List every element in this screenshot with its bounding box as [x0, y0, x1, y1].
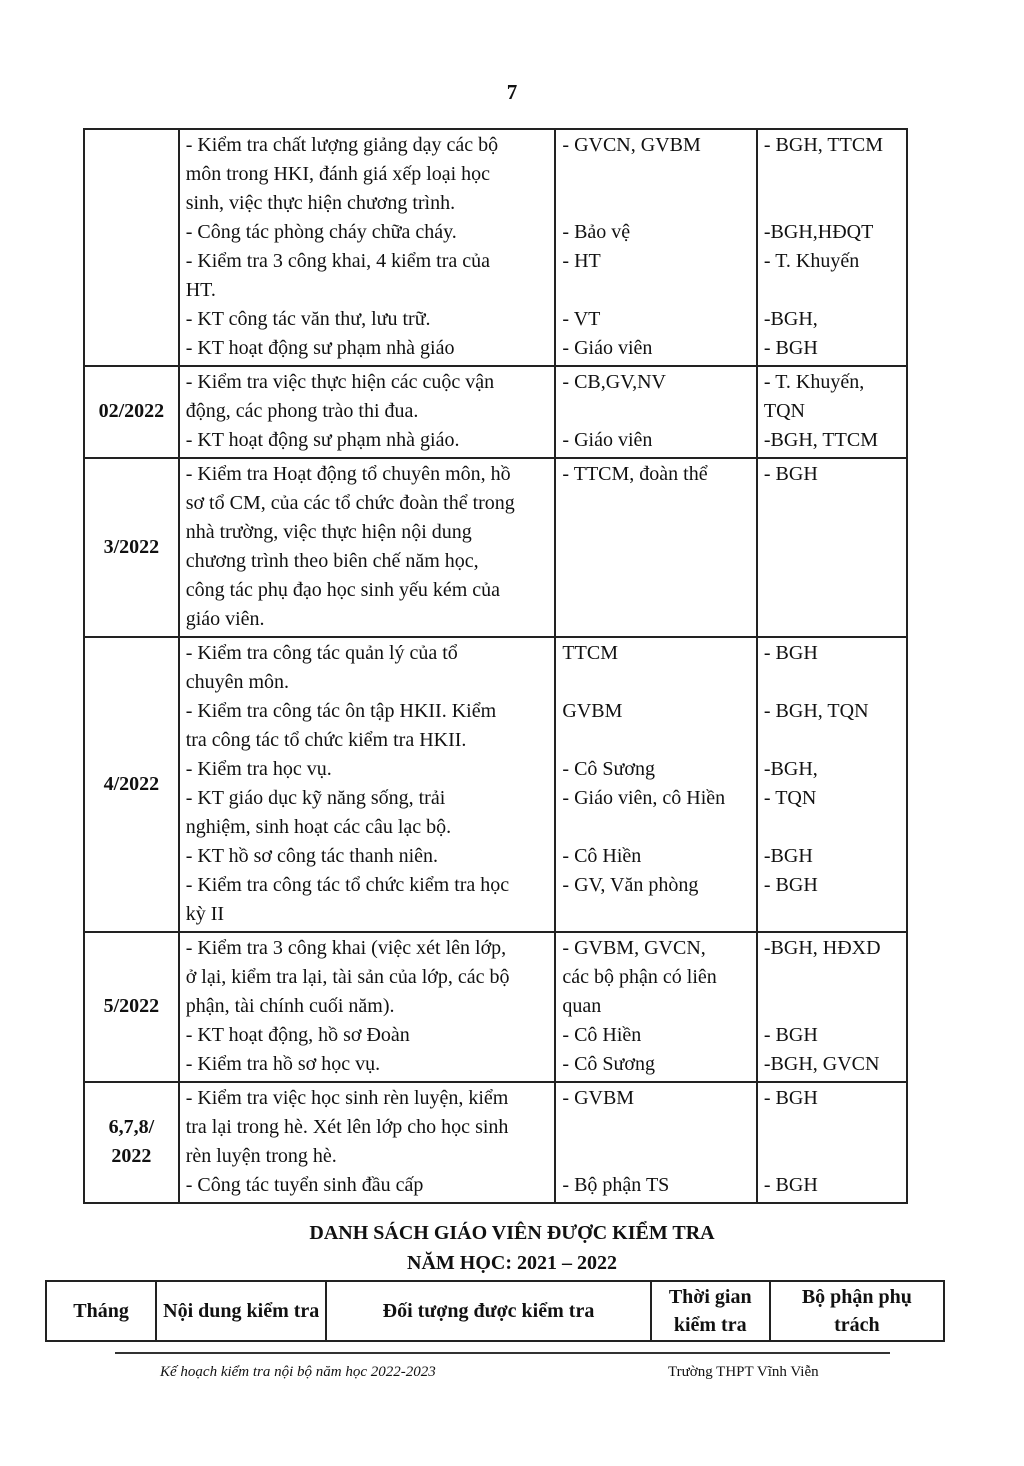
cell-line: - Công tác tuyển sinh đầu cấp [185, 1174, 424, 1196]
executor-cell [555, 932, 756, 1082]
cell-line: - Kiểm tra 3 công khai (việc xét lên lớp, [185, 937, 507, 959]
cell-line: -BGH, GVCN [763, 1053, 880, 1075]
cell-line [764, 992, 900, 1021]
cell-line [764, 726, 900, 755]
cell-line [562, 726, 749, 755]
cell-line: phận, tài chính cuối năm). [185, 995, 395, 1017]
cell-line: - KT hoạt động, hồ sơ Đoàn [185, 1024, 410, 1046]
cell-line: sơ tổ CM, của các tổ chức đoàn thể trong [185, 492, 515, 514]
inspection-plan-table [83, 128, 908, 1204]
header-responsible: Bộ phận phụ trách [770, 1281, 944, 1341]
cell-line: chương trình theo biên chế năm học, [185, 550, 479, 572]
cell-line: - BGH [763, 1024, 818, 1046]
cell-line [764, 160, 900, 189]
cell-line: - BGH, TTCM [763, 134, 883, 156]
responsible-cell [757, 129, 907, 366]
executor-cell [555, 458, 756, 637]
cell-line: ở lại, kiểm tra lại, tài sản của lớp, các bộ [185, 966, 510, 988]
cell-line: - BGH [763, 1174, 818, 1196]
cell-line [764, 1142, 900, 1171]
cell-line: - GV, Văn phòng [562, 874, 699, 896]
header-target: Đối tượng được kiểm tra [326, 1281, 650, 1341]
cell-line: -BGH, TTCM [763, 429, 878, 451]
cell-line: TQN [763, 400, 805, 422]
cell-line: - VT [562, 308, 601, 330]
cell-line: - BGH [763, 337, 818, 359]
cell-line: kỳ II [185, 903, 225, 925]
cell-line: các bộ phận có liên [562, 966, 717, 988]
cell-line: - Cô Sương [562, 1053, 655, 1075]
cell-line: công tác phụ đạo học sinh yếu kém của [185, 579, 501, 601]
cell-line: - BGH, TQN [763, 700, 869, 722]
cell-line: - Kiểm tra việc thực hiện các cuộc vận [185, 371, 495, 393]
table-row [84, 1082, 907, 1203]
cell-line [764, 189, 900, 218]
table-header-row [46, 1281, 944, 1341]
cell-line: - GVBM [562, 1087, 635, 1109]
cell-line: tra lại trong hè. Xét lên lớp cho học sinh [185, 1116, 509, 1138]
responsible-cell [757, 932, 907, 1082]
cell-line: - BGH [763, 874, 818, 896]
cell-line [764, 963, 900, 992]
cell-line: - Kiểm tra việc học sinh rèn luyện, kiểm [185, 1087, 509, 1109]
cell-line: quan [562, 995, 602, 1017]
executor-cell [555, 1082, 756, 1203]
responsible-cell [757, 458, 907, 637]
table-row [84, 366, 907, 458]
content-cell [179, 366, 556, 458]
header-month: Tháng [46, 1281, 156, 1341]
cell-line: -BGH [763, 845, 813, 867]
content-cell [179, 458, 556, 637]
cell-line: - Giáo viên [562, 337, 653, 359]
content-cell [179, 1082, 556, 1203]
cell-line [562, 668, 749, 697]
cell-line: GVBM [562, 700, 623, 722]
table-row [84, 458, 907, 637]
cell-line: - Kiểm tra học vụ. [185, 758, 332, 780]
cell-line: HT. [185, 279, 216, 301]
cell-line [764, 813, 900, 842]
cell-line: - Kiểm tra công tác quản lý của tổ [185, 642, 458, 664]
footer-divider [115, 1352, 890, 1354]
responsible-cell [757, 637, 907, 932]
cell-line [562, 1142, 749, 1171]
content-cell [179, 637, 556, 932]
cell-line: - HT [562, 250, 601, 272]
cell-line: - GVBM, GVCN, [562, 937, 706, 959]
cell-line: - KT giáo dục kỹ năng sống, trải [185, 787, 446, 809]
teacher-list-table [45, 1280, 945, 1342]
cell-line: TTCM [562, 642, 618, 664]
list-subtitle: NĂM HỌC: 2021 – 2022 [407, 1252, 617, 1274]
cell-line: - KT hoạt động sư phạm nhà giáo [185, 337, 455, 359]
cell-line: sinh, việc thực hiện chương trình. [185, 192, 456, 214]
cell-line: giáo viên. [185, 608, 265, 630]
page-number: 7 [506, 80, 518, 104]
cell-line: - Bộ phận TS [562, 1174, 670, 1196]
cell-line [562, 900, 749, 929]
table-row [84, 637, 907, 932]
cell-line: tra công tác tổ chức kiểm tra HKII. [185, 729, 467, 751]
footer-left: Kế hoạch kiểm tra nội bộ năm học 2022-2023 [160, 1364, 436, 1380]
cell-line: - GVCN, GVBM [562, 134, 701, 156]
footer-right: Trường THPT Vĩnh Viễn [668, 1364, 819, 1380]
cell-line: - Công tác phòng cháy chữa cháy. [185, 221, 457, 243]
cell-line: - TQN [763, 787, 817, 809]
cell-line: - CB,GV,NV [562, 371, 666, 393]
month-cell [84, 129, 179, 366]
content-cell [179, 129, 556, 366]
cell-line: - Giáo viên [562, 429, 653, 451]
cell-line: - KT hồ sơ công tác thanh niên. [185, 845, 439, 867]
cell-line [562, 160, 749, 189]
cell-line [562, 276, 749, 305]
cell-line: -BGH, HĐXD [763, 937, 881, 959]
cell-line: -BGH, [763, 758, 818, 780]
cell-line: - Cô Hiền [562, 1024, 642, 1046]
cell-line: - TTCM, đoàn thể [562, 463, 708, 485]
cell-line: - BGH [763, 463, 818, 485]
cell-line: môn trong HKI, đánh giá xếp loại học [185, 163, 491, 185]
month-cell: 4/2022 [84, 637, 179, 932]
cell-line [562, 189, 749, 218]
cell-line [562, 397, 749, 426]
cell-line [562, 813, 749, 842]
cell-line: - Kiểm tra chất lượng giảng dạy các bộ [185, 134, 499, 156]
cell-line: nghiệm, sinh hoạt các câu lạc bộ. [185, 816, 452, 838]
executor-cell [555, 129, 756, 366]
executor-cell [555, 637, 756, 932]
cell-line: rèn luyện trong hè. [185, 1145, 337, 1167]
cell-line: - T. Khuyến, [763, 371, 865, 393]
cell-line: động, các phong trào thi đua. [185, 400, 419, 422]
header-content: Nội dung kiểm tra [156, 1281, 326, 1341]
cell-line [764, 276, 900, 305]
month-cell: 6,7,8/ 2022 [84, 1082, 179, 1203]
cell-line: - Giáo viên, cô Hiền [562, 787, 726, 809]
cell-line: - BGH [763, 1087, 818, 1109]
cell-line: - Kiểm tra Hoạt động tổ chuyên môn, hồ [185, 463, 511, 485]
month-cell: 02/2022 [84, 366, 179, 458]
cell-line [764, 1113, 900, 1142]
cell-line: -BGH,HĐQT [763, 221, 874, 243]
cell-line: - KT công tác văn thư, lưu trữ. [185, 308, 431, 330]
cell-line: - BGH [763, 642, 818, 664]
responsible-cell [757, 1082, 907, 1203]
content-cell [179, 932, 556, 1082]
cell-line: - KT hoạt động sư phạm nhà giáo. [185, 429, 460, 451]
cell-line: - T. Khuyến [763, 250, 860, 272]
month-cell: 3/2022 [84, 458, 179, 637]
cell-line: - Kiểm tra công tác tổ chức kiểm tra học [185, 874, 510, 896]
cell-line [562, 1113, 749, 1142]
cell-line [764, 900, 900, 929]
responsible-cell [757, 366, 907, 458]
cell-line: - Kiểm tra công tác ôn tập HKII. Kiểm [185, 700, 497, 722]
cell-line: -BGH, [763, 308, 818, 330]
table-row [84, 932, 907, 1082]
table-row [84, 129, 907, 366]
list-title: DANH SÁCH GIÁO VIÊN ĐƯỢC KIỂM TRA [309, 1222, 715, 1244]
cell-line: nhà trường, việc thực hiện nội dung [185, 521, 472, 543]
cell-line [764, 668, 900, 697]
cell-line: - Cô Sương [562, 758, 655, 780]
cell-line: - Bảo vệ [562, 221, 631, 243]
cell-line: chuyên môn. [185, 671, 289, 693]
executor-cell [555, 366, 756, 458]
month-cell: 5/2022 [84, 932, 179, 1082]
cell-line: - Kiểm tra 3 công khai, 4 kiểm tra của [185, 250, 491, 272]
cell-line: - Cô Hiền [562, 845, 642, 867]
cell-line: - Kiểm tra hồ sơ học vụ. [185, 1053, 381, 1075]
header-time: Thời gian kiểm tra [651, 1281, 770, 1341]
